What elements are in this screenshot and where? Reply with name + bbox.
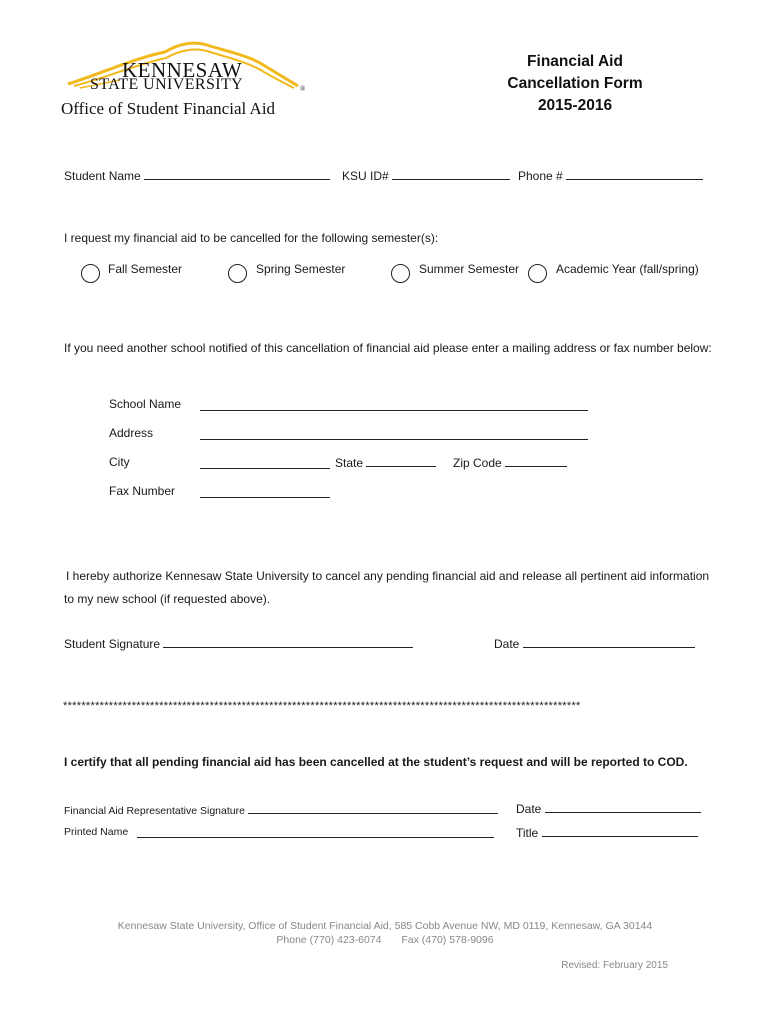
printed-name-label: Printed Name xyxy=(64,826,129,838)
form-title-line2: Cancellation Form xyxy=(507,75,643,92)
footer-address: Kennesaw State University, Office of Student Financial Aid, 585 Cobb Avenue NW, MD 0119, Kennesaw, GA 30144 xyxy=(117,920,653,932)
student-signature-label: Student Signature xyxy=(64,637,161,651)
rep-date-row xyxy=(516,801,701,817)
state-row xyxy=(335,455,436,471)
address-field[interactable] xyxy=(200,428,588,440)
phone-field[interactable] xyxy=(566,168,703,180)
student-signature-row xyxy=(64,636,413,652)
rep-date-label: Date xyxy=(516,802,542,816)
student-name-field[interactable] xyxy=(144,168,330,180)
state-label: State xyxy=(335,456,364,470)
rep-date-field[interactable] xyxy=(545,801,701,813)
ksu-logo xyxy=(60,36,320,126)
fax-number-label: Fax Number xyxy=(109,484,176,498)
student-date-label: Date xyxy=(494,637,520,651)
footer-contact xyxy=(0,933,770,947)
ksu-id-field[interactable] xyxy=(392,168,510,180)
student-name-label: Student Name xyxy=(64,169,141,183)
rep-signature-label: Financial Aid Representative Signature xyxy=(64,805,245,817)
footer-fax: Fax (470) 578-9096 xyxy=(401,934,494,946)
semester-prompt: I request my financial aid to be cancelled for the following semester(s): xyxy=(64,231,439,245)
form-title-line1: Financial Aid xyxy=(527,53,623,70)
state-field[interactable] xyxy=(366,455,436,467)
printed-name-field[interactable] xyxy=(137,826,494,838)
zip-code-label: Zip Code xyxy=(453,456,502,470)
school-name-field[interactable] xyxy=(200,399,588,411)
logo-kennesaw: KENNESAW xyxy=(122,58,243,82)
phone-row xyxy=(518,168,703,184)
other-school-prompt: If you need another school notified of this cancellation of financial aid please enter a mailing address or fax number below: xyxy=(64,341,712,355)
ksu-id-label: KSU ID# xyxy=(342,169,389,183)
spring-semester-radio[interactable] xyxy=(228,264,247,283)
rep-title-label: Title xyxy=(516,826,539,840)
revised-date: Revised: February 2015 xyxy=(561,960,668,971)
rep-title-row xyxy=(516,825,698,841)
student-date-field[interactable] xyxy=(523,636,695,648)
logo-office-name: Office of Student Financial Aid xyxy=(61,99,276,118)
rep-signature-row xyxy=(64,802,498,818)
ksu-id-row xyxy=(342,168,510,184)
city-label: City xyxy=(109,455,130,469)
fax-number-field[interactable] xyxy=(200,486,330,498)
summer-semester-radio[interactable] xyxy=(391,264,410,283)
city-field[interactable] xyxy=(200,457,330,469)
form-title-line3: 2015-2016 xyxy=(537,97,613,114)
student-date-row xyxy=(494,636,695,652)
logo-registered-mark: ® xyxy=(300,85,306,93)
rep-signature-field[interactable] xyxy=(248,802,498,814)
authorization-line2: to my new school (if requested above). xyxy=(64,592,271,606)
zip-row xyxy=(453,455,567,471)
student-name-row xyxy=(64,168,330,184)
school-name-label: School Name xyxy=(109,397,182,411)
form-title xyxy=(490,51,660,117)
authorization-line1: I hereby authorize Kennesaw State University to cancel any pending financial aid and release all pertinent aid information xyxy=(66,569,710,583)
academic-year-radio[interactable] xyxy=(528,264,547,283)
rep-title-field[interactable] xyxy=(542,825,698,837)
summer-semester-label: Summer Semester xyxy=(419,262,520,276)
address-label: Address xyxy=(109,426,154,440)
academic-year-label: Academic Year (fall/spring) xyxy=(556,262,699,276)
logo-state-university: STATE UNIVERSITY xyxy=(90,76,244,93)
footer-phone: Phone (770) 423-6074 xyxy=(276,934,382,946)
certification-statement: I certify that all pending financial aid has been cancelled at the student’s request and will be reported to COD. xyxy=(64,755,688,769)
phone-label: Phone # xyxy=(518,169,563,183)
fall-semester-radio[interactable] xyxy=(81,264,100,283)
student-signature-field[interactable] xyxy=(163,636,413,648)
fall-semester-label: Fall Semester xyxy=(108,262,183,276)
zip-code-field[interactable] xyxy=(505,455,567,467)
spring-semester-label: Spring Semester xyxy=(256,262,346,276)
asterisk-divider: ***************************************************************************************************************** xyxy=(63,700,581,712)
